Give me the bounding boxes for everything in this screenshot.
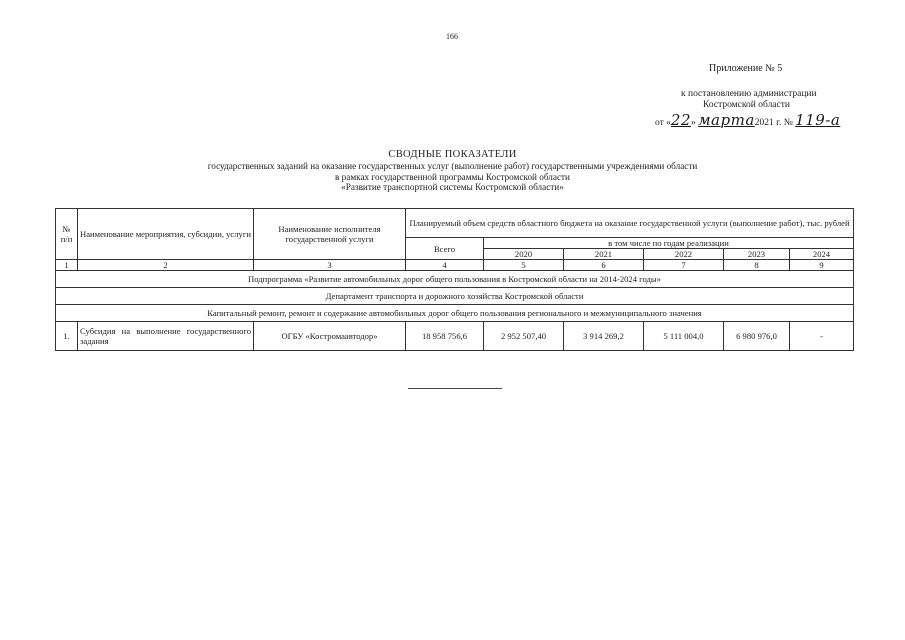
header-year-2022: 2022 xyxy=(644,249,724,260)
heading-line-3: «Развитие транспортной системы Костромской области» xyxy=(341,182,564,192)
row-2022: 5 111 004,0 xyxy=(644,322,724,351)
row-2023: 6 980 976,0 xyxy=(724,322,790,351)
row-name: Субсидия на выполнение государственного задания xyxy=(78,322,254,351)
header-planned: Планируемый объем средств областного бюджета на оказание государственной услуги (выполнение работ), тыс. рублей xyxy=(406,209,854,238)
date-mid: » xyxy=(691,118,696,128)
col-number: 1 xyxy=(56,260,78,271)
handwritten-day: 22 xyxy=(670,111,691,129)
table-row xyxy=(56,322,854,351)
header-num: № п/п xyxy=(56,209,78,260)
header-executor: Наименование исполнителя государственной услуги xyxy=(254,209,406,260)
date-year: 2021 г. № xyxy=(754,118,793,128)
col-number: 5 xyxy=(484,260,564,271)
row-executor: ОГБУ «Костромаавтодор» xyxy=(254,322,406,351)
col-number: 8 xyxy=(724,260,790,271)
col-number: 6 xyxy=(564,260,644,271)
decree-line-2: Костромской области xyxy=(703,100,790,110)
column-number-row xyxy=(56,260,854,271)
header-year-2024: 2024 xyxy=(790,249,854,260)
activity-group-row: Капитальный ремонт, ремонт и содержание автомобильных дорог общего пользования регионального и межмуниципального значения xyxy=(56,305,854,322)
page-number: 166 xyxy=(446,32,458,41)
handwritten-month: марта xyxy=(698,111,755,129)
decree-line-1: к постановлению администрации xyxy=(681,89,817,99)
header-activity: Наименование мероприятия, субсидии, услуги xyxy=(78,209,254,260)
row-num: 1. xyxy=(56,322,78,351)
document-heading xyxy=(0,149,905,193)
row-2024: - xyxy=(790,322,854,351)
header-year-2023: 2023 xyxy=(724,249,790,260)
heading-line-2: в рамках государственной программы Костромской области xyxy=(335,171,570,182)
heading-main: СВОДНЫЕ ПОКАЗАТЕЛИ xyxy=(388,149,517,160)
row-2020: 2 952 507,40 xyxy=(484,322,564,351)
date-prefix: от « xyxy=(655,118,671,128)
col-number: 2 xyxy=(78,260,254,271)
col-number: 9 xyxy=(790,260,854,271)
header-year-2021: 2021 xyxy=(564,249,644,260)
header-by-years: в том числе по годам реализации xyxy=(484,238,854,249)
handwritten-number: 119-а xyxy=(795,111,841,129)
subprogram-row: Подпрограмма «Развитие автомобильных дорог общего пользования в Костромской области на 2014-2024 годы» xyxy=(56,271,854,288)
separator-line xyxy=(408,388,502,389)
row-2021: 3 914 269,2 xyxy=(564,322,644,351)
col-number: 7 xyxy=(644,260,724,271)
header-total: Всего xyxy=(406,238,484,260)
header-year-2020: 2020 xyxy=(484,249,564,260)
row-total: 18 958 756,6 xyxy=(406,322,484,351)
indicators-table xyxy=(55,208,854,351)
decree-date-line xyxy=(655,111,840,129)
col-number: 3 xyxy=(254,260,406,271)
appendix-title: Приложение № 5 xyxy=(709,63,783,74)
heading-line-1: государственных заданий на оказание государственных услуг (выполнение работ) государственными учреждениями области xyxy=(207,161,698,171)
col-number: 4 xyxy=(406,260,484,271)
department-row: Департамент транспорта и дорожного хозяйства Костромской области xyxy=(56,288,854,305)
